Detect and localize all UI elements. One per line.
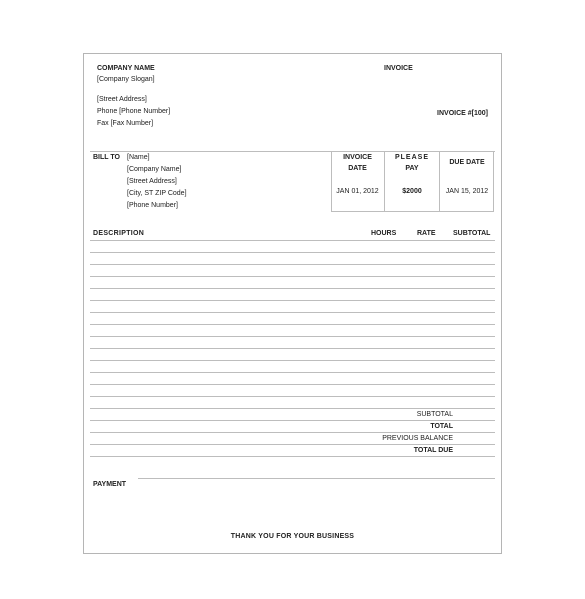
please-pay-amount: $2000: [402, 188, 422, 195]
bill-to-street: [Street Address]: [127, 178, 177, 185]
item-row-rule: [90, 276, 495, 277]
item-row-rule: [90, 264, 495, 265]
invoice-date-label-1: INVOICE: [343, 154, 372, 161]
company-phone: Phone [Phone Number]: [97, 108, 171, 115]
company-street: [Street Address]: [97, 96, 147, 103]
due-date-label: DUE DATE: [449, 159, 485, 166]
item-row-rule: [90, 300, 495, 301]
bill-to-name: [Name]: [127, 154, 150, 161]
invoice-page: [83, 53, 502, 554]
totals-subtotal-label: SUBTOTAL: [416, 411, 453, 418]
invoice-title: INVOICE: [384, 65, 413, 72]
totals-previous-balance-label: PREVIOUS BALANCE: [382, 435, 453, 442]
totals-rule: [90, 444, 495, 445]
item-row-rule: [90, 396, 495, 397]
item-row-rule: [90, 324, 495, 325]
rate-header: RATE: [417, 230, 436, 237]
item-row-rule: [90, 408, 495, 409]
totals-rule: [90, 420, 495, 421]
hours-header: HOURS: [371, 230, 397, 237]
bill-to-city: [City, ST ZIP Code]: [127, 190, 187, 197]
company-slogan: [Company Slogan]: [97, 76, 155, 83]
invoice-date-label-2: DATE: [348, 165, 367, 172]
payment-label: PAYMENT: [93, 481, 127, 488]
bill-to-label: BILL TO: [93, 154, 120, 161]
item-row-rule: [90, 288, 495, 289]
description-header: DESCRIPTION: [93, 230, 145, 237]
thank-you-message: THANK YOU FOR YOUR BUSINESS: [230, 533, 355, 540]
item-row-rule: [90, 312, 495, 313]
totals-total-due-label: TOTAL DUE: [413, 447, 453, 454]
invoice-number: INVOICE #[100]: [437, 110, 488, 117]
invoice-date-value: JAN 01, 2012: [336, 188, 379, 195]
subtotal-header: SUBTOTAL: [453, 230, 491, 237]
totals-rule: [90, 432, 495, 433]
bill-to-phone: [Phone Number]: [127, 202, 178, 209]
item-row-rule: [90, 252, 495, 253]
item-row-rule: [90, 240, 495, 241]
item-row-rule: [90, 372, 495, 373]
please-pay-label-1: PLEASE: [394, 154, 429, 161]
please-pay-label-2: PAY: [405, 165, 419, 172]
item-row-rule: [90, 384, 495, 385]
company-fax: Fax [Fax Number]: [97, 120, 154, 127]
due-date-value: JAN 15, 2012: [445, 188, 489, 195]
company-name: COMPANY NAME: [97, 65, 155, 72]
payment-rule: [138, 478, 495, 479]
item-row-rule: [90, 348, 495, 349]
totals-rule: [90, 456, 495, 457]
bill-to-company: [Company Name]: [127, 166, 182, 173]
totals-total-label: TOTAL: [430, 423, 453, 430]
item-row-rule: [90, 336, 495, 337]
item-row-rule: [90, 360, 495, 361]
